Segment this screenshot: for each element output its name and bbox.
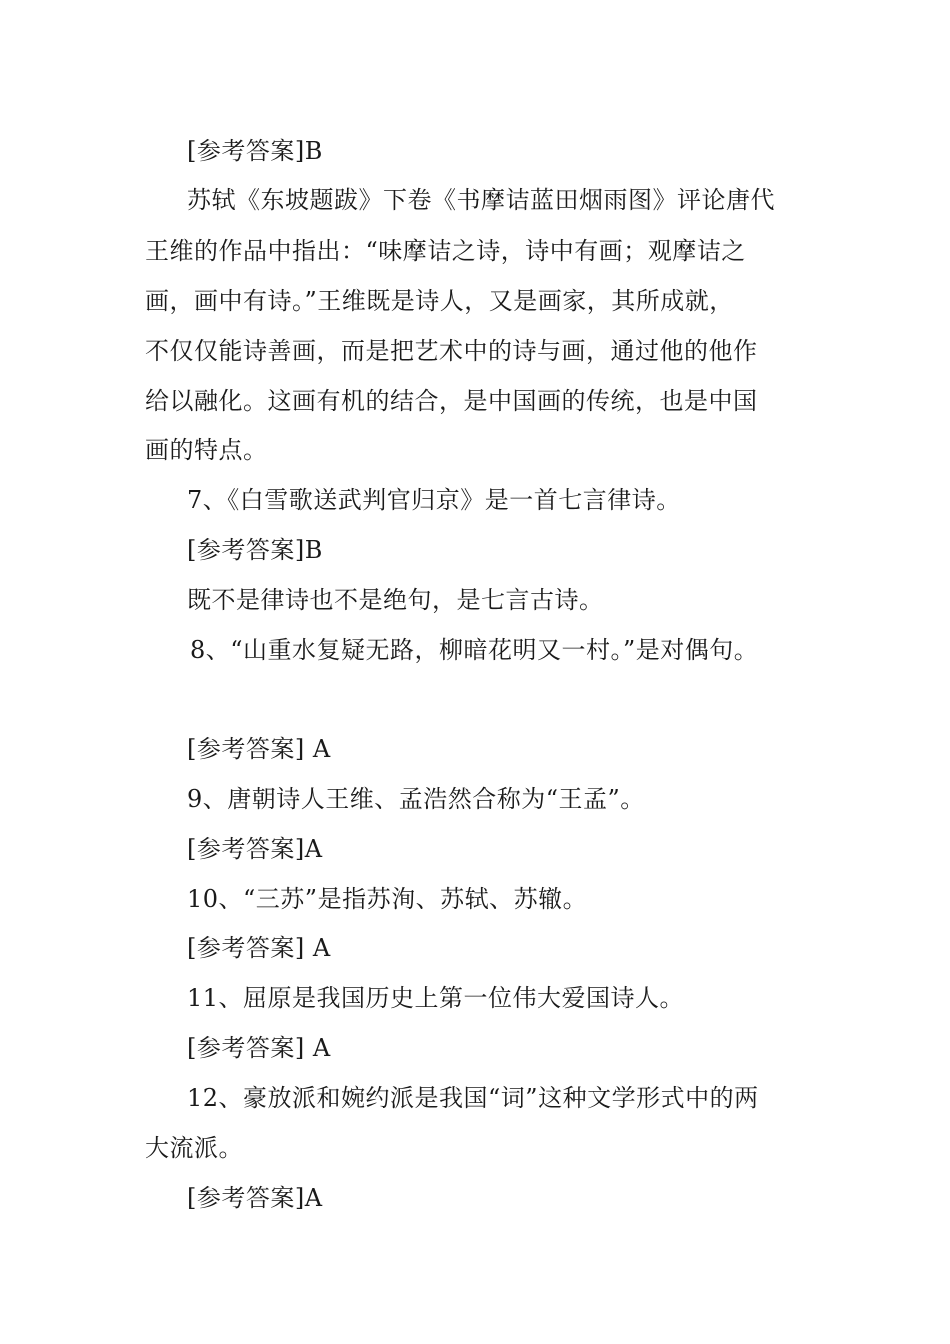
answer-line: [参考答案] A	[187, 1034, 331, 1062]
explanation-line: 既不是律诗也不是绝句，是七言古诗。	[187, 586, 604, 614]
paragraph-line: 画，画中有诗。”王维既是诗人，又是画家，其所成就，	[145, 287, 734, 315]
question-line: 11、屈原是我国历史上第一位伟大爱国诗人。	[187, 984, 685, 1012]
answer-line: [参考答案]A	[187, 1184, 323, 1212]
question-line: 9、唐朝诗人王维、孟浩然合称为“王孟”。	[187, 785, 645, 813]
paragraph-line: 给以融化。这画有机的结合，是中国画的传统，也是中国	[145, 387, 758, 415]
answer-line: [参考答案]B	[187, 137, 323, 165]
question-line: 大流派。	[145, 1134, 243, 1162]
answer-line: [参考答案] A	[187, 735, 331, 763]
paragraph-line: 苏轼《东坡题跋》下卷《书摩诘蓝田烟雨图》评论唐代	[187, 186, 775, 214]
question-line: 8、“山重水复疑无路，柳暗花明又一村。”是对偶句。	[190, 636, 759, 664]
question-line: 7、《白雪歌送武判官归京》是一首七言律诗。	[187, 486, 681, 514]
paragraph-line: 画的特点。	[145, 436, 268, 464]
answer-line: [参考答案]B	[187, 536, 323, 564]
question-line: 10、“三苏”是指苏洵、苏轼、苏辙。	[187, 885, 588, 913]
paragraph-line: 王维的作品中指出：“味摩诘之诗，诗中有画；观摩诘之	[145, 237, 746, 265]
question-line: 12、豪放派和婉约派是我国“词”这种文学形式中的两	[187, 1084, 759, 1112]
answer-line: [参考答案]A	[187, 835, 323, 863]
paragraph-line: 不仅仅能诗善画，而是把艺术中的诗与画，通过他的他作	[145, 337, 758, 365]
answer-line: [参考答案] A	[187, 934, 331, 962]
